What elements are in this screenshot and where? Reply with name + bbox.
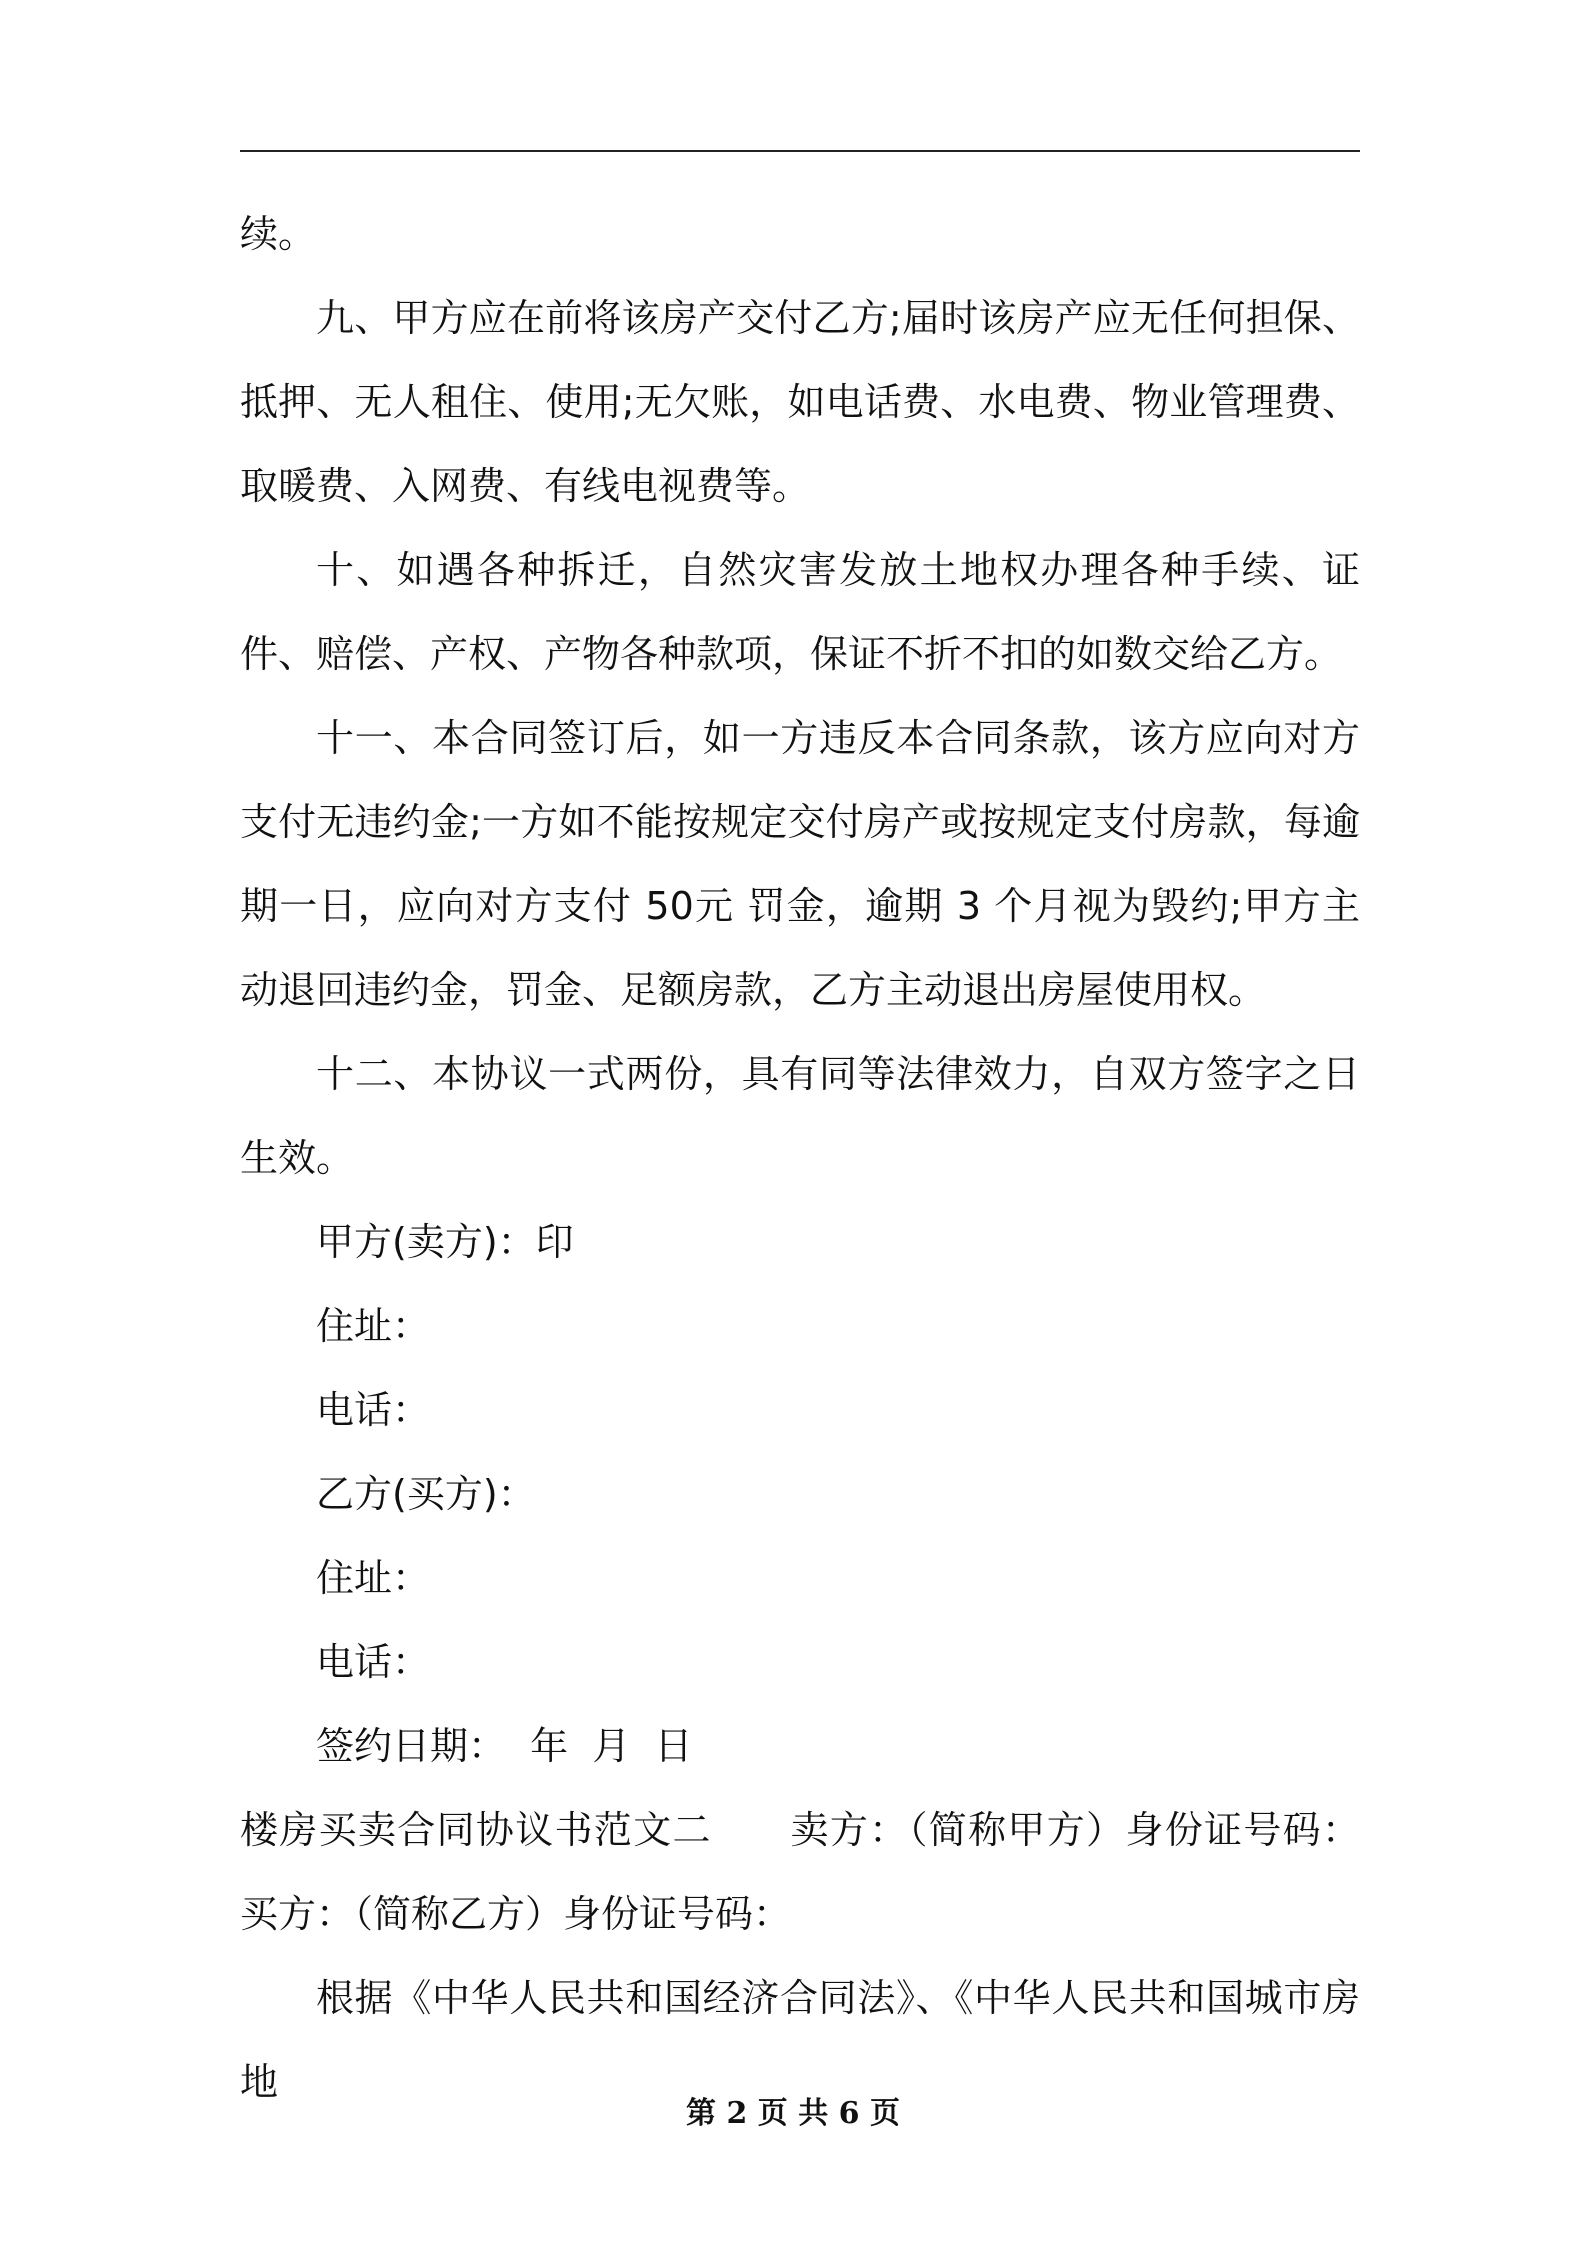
next-contract-first-paragraph: 根据《中华人民共和国经济合同法》、《中华人民共和国城市房地 (240, 1976, 1360, 2104)
clause-12: 十二、本协议一式两份，具有同等法律效力，自双方签字之日生效。 (240, 1052, 1360, 1180)
document-body (240, 192, 1360, 2124)
clause-9: 九、甲方应在前将该房产交付乙方;届时该房产应无任何担保、抵押、无人租住、使用;无欠账，如电话费、水电费、物业管理费、取暖费、入网费、有线电视费等。 (240, 296, 1360, 508)
next-contract-intro: 楼房买卖合同协议书范文二 卖方：（简称甲方）身份证号码：买方：（简称乙方）身份证号码： (240, 1808, 1360, 1936)
party-b-phone-field: 电话： (316, 1640, 431, 1684)
party-b-buyer-field: 乙方(买方)： (316, 1472, 536, 1516)
signing-date-field: 签约日期： 年 月 日 (316, 1724, 693, 1768)
clause-10: 十、如遇各种拆迁，自然灾害发放土地权办理各种手续、证件、赔偿、产权、产物各种款项，保证不折不扣的如数交给乙方。 (240, 548, 1360, 676)
page-number-footer: 第 2 页 共 6 页 (686, 2096, 900, 2131)
party-b-address-field: 住址： (316, 1556, 431, 1600)
party-a-seller-field: 甲方(卖方)：印 (316, 1220, 574, 1264)
party-a-phone-field: 电话： (316, 1388, 431, 1432)
paragraph-continuation: 续。 (240, 212, 317, 256)
party-a-address-field: 住址： (316, 1304, 431, 1348)
header-rule (240, 150, 1360, 152)
clause-11: 十一、本合同签订后，如一方违反本合同条款，该方应向对方支付无违约金;一方如不能按规定交付房产或按规定支付房款，每逾期一日，应向对方支付 50元 罚金，逾期 3 个月视为毁约;甲方主动退回违约金，罚金、足额房款，乙方主动退出房屋使用权。 (240, 716, 1360, 1012)
